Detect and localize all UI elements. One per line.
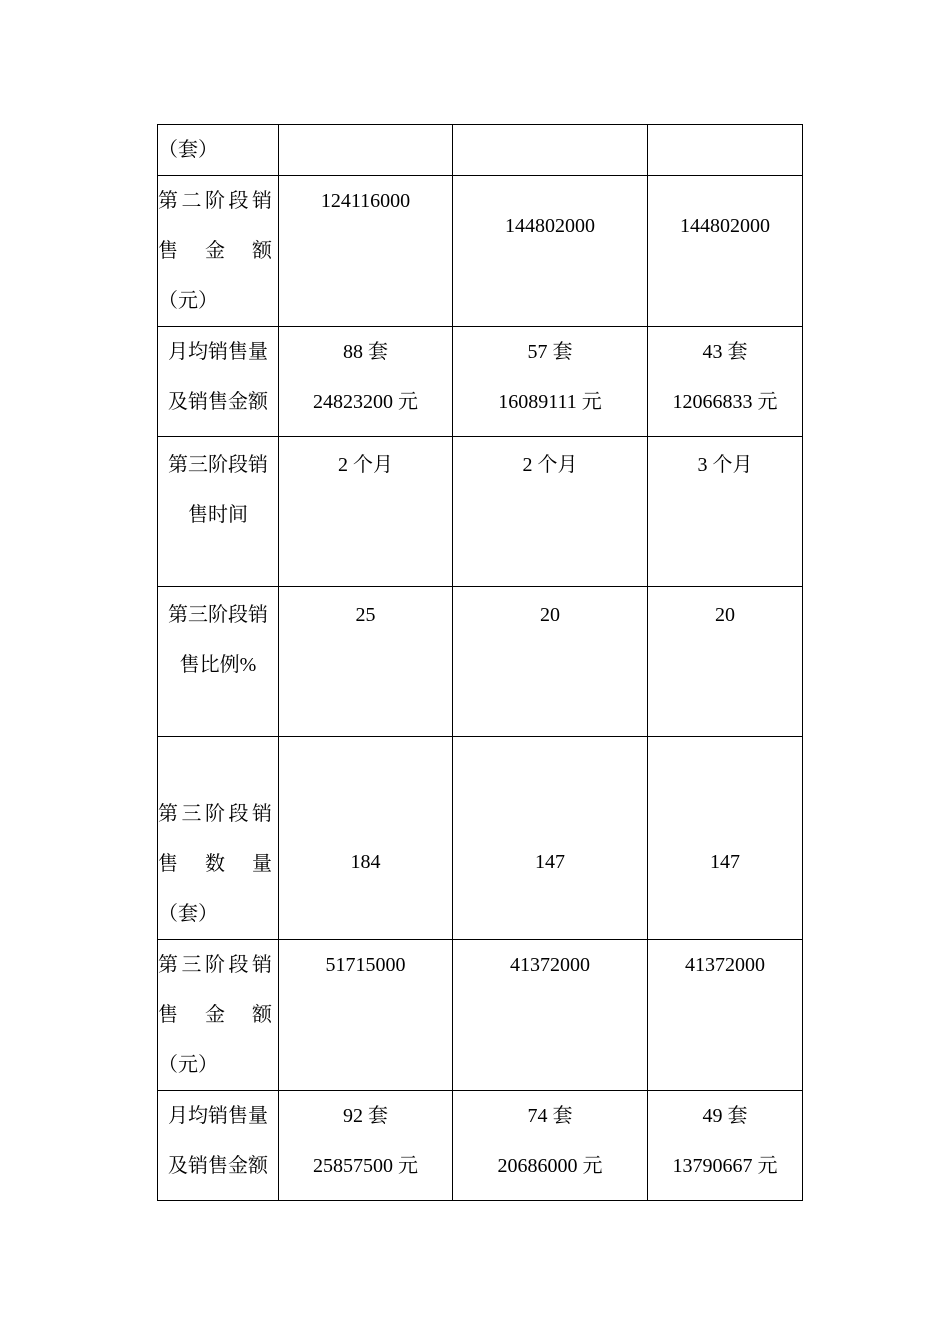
row-label-line: 及销售金额 (168, 1155, 268, 1177)
cell-value: 2 个月 (338, 454, 393, 476)
cell-value: 144802000 (505, 215, 595, 237)
sales-stage-table (157, 124, 803, 1201)
cell-value: 20 (715, 604, 735, 626)
table-row (158, 940, 803, 1091)
value-cell (279, 737, 453, 940)
row-label-line: 售 金 额 (158, 240, 272, 262)
cell-value: 43 套 (702, 341, 748, 363)
row-label-line: （元） (158, 290, 218, 312)
value-cell (279, 176, 453, 327)
row-label-cell (158, 940, 279, 1091)
value-cell (648, 437, 803, 587)
row-label-line: （套） (158, 139, 218, 161)
row-label-line: 第三阶段销 (168, 454, 268, 476)
cell-value: 12066833 元 (672, 391, 778, 413)
cell-value: 124116000 (320, 190, 411, 212)
cell-value: 25 (355, 604, 376, 626)
row-label-line: 售 金 额 (158, 1004, 272, 1026)
row-label-line: 第二阶段销 (158, 190, 272, 212)
table-row (158, 737, 803, 940)
cell-value: 92 套 (343, 1105, 388, 1127)
row-label-cell (158, 125, 279, 176)
cell-value: 57 套 (527, 341, 573, 363)
row-label-cell (158, 737, 279, 940)
cell-value: 24823200 元 (313, 391, 418, 413)
value-cell (279, 125, 453, 176)
value-cell (648, 176, 803, 327)
cell-value: 147 (710, 851, 740, 873)
value-cell (453, 587, 648, 737)
row-label-line: 月均销售量 (168, 341, 268, 363)
cell-value: 49 套 (702, 1105, 748, 1127)
cell-value: 13790667 元 (672, 1155, 778, 1177)
value-cell (648, 587, 803, 737)
row-label-line: 售 数 量 (158, 853, 272, 875)
value-cell (648, 1091, 803, 1201)
value-cell (453, 125, 648, 176)
cell-value: 2 个月 (522, 454, 578, 476)
cell-value: 41372000 (510, 954, 590, 976)
value-cell (453, 437, 648, 587)
value-cell (279, 940, 453, 1091)
table-row (158, 125, 803, 176)
value-cell (648, 940, 803, 1091)
table-row (158, 176, 803, 327)
row-label-cell (158, 587, 279, 737)
row-label-cell (158, 176, 279, 327)
cell-value: 51715000 (325, 954, 406, 976)
cell-value: 88 套 (343, 341, 388, 363)
value-cell (648, 327, 803, 437)
cell-value: 20686000 元 (497, 1155, 603, 1177)
cell-value: 74 套 (527, 1105, 573, 1127)
table-row (158, 327, 803, 437)
table-row (158, 587, 803, 737)
table-row (158, 1091, 803, 1201)
row-label-line: （套） (158, 903, 218, 925)
value-cell (279, 437, 453, 587)
value-cell (279, 587, 453, 737)
row-label-cell (158, 327, 279, 437)
value-cell (453, 940, 648, 1091)
cell-value: 184 (350, 851, 381, 873)
row-label-line: （元） (158, 1054, 218, 1076)
cell-value: 41372000 (685, 954, 765, 976)
cell-value: 147 (535, 851, 565, 873)
row-label-line: 月均销售量 (168, 1105, 268, 1127)
row-label-cell (158, 437, 279, 587)
row-label-cell (158, 1091, 279, 1201)
cell-value: 144802000 (680, 215, 770, 237)
row-label-line: 第三阶段销 (158, 954, 272, 976)
value-cell (453, 737, 648, 940)
value-cell (453, 1091, 648, 1201)
cell-value: 16089111 元 (498, 391, 602, 413)
cell-value: 25857500 元 (313, 1155, 418, 1177)
row-label-line: 第三阶段销 (168, 604, 268, 626)
row-label-line: 售时间 (188, 504, 248, 526)
value-cell (453, 327, 648, 437)
row-label-line: 第三阶段销 (158, 803, 272, 825)
value-cell (648, 125, 803, 176)
value-cell (648, 737, 803, 940)
value-cell (279, 327, 453, 437)
cell-value: 20 (540, 604, 560, 626)
cell-value: 3 个月 (697, 454, 753, 476)
row-label-line: 及销售金额 (168, 391, 268, 413)
value-cell (453, 176, 648, 327)
table-row (158, 437, 803, 587)
value-cell (279, 1091, 453, 1201)
row-label-line: 售比例% (179, 654, 257, 676)
